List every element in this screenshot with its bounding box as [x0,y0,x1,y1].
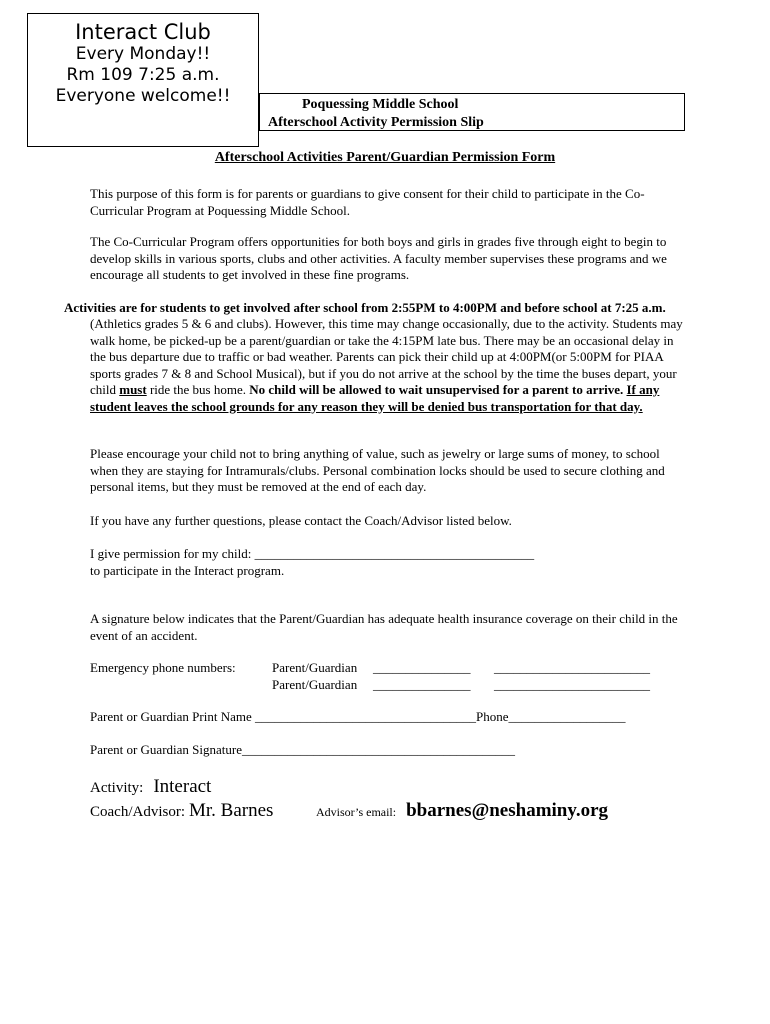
program-text: The Co-Curricular Program offers opportunities for both boys and girls in grades five through eight to begin to develop skills in various sports, clubs and other activities. A faculty member supervises these programs and we encourage all students to get involved in these fine programs. [90,234,667,282]
email-label: Advisor’s email: [316,805,397,819]
school-name: Poquessing Middle School [302,97,459,112]
activity-value: Interact [153,776,212,797]
club-room-time: Rm 109 7:25 a.m. [66,65,220,85]
club-title: Interact Club [75,20,211,44]
must-emphasis: must [119,382,147,397]
activities-body-text: (Athletics grades 5 & 6 and clubs). However, this time may change occasionally, due to the activity. Students may walk home, be picked-up be a parent/guardian or take the 4:15PM late bus. There may be an occasional delay in the bus departure due to traffic or bad weather. Parents can pick their child up at 4:00PM(or 5:00PM for PIAA sports grades 7 & 8 and School Musical), but if you do not arrive at the school by the time the buses depart, your child [90,316,683,397]
insurance-paragraph [90,611,690,644]
valuables-text: Please encourage your child not to bring anything of value, such as jewelry or large sums of money, to school when they are staying for Intramurals/clubs. Personal combination locks should be used to secure clothing and personal items, but they must be removed at the end of each day. [90,446,665,494]
permission-block [90,546,690,579]
club-schedule: Every Monday!! [75,44,211,64]
activities-paragraph [90,316,690,415]
coach-row [90,800,273,822]
club-welcome: Everyone welcome!! [55,86,231,106]
header-box [259,93,685,131]
emergency-label: Emergency phone numbers: [90,660,236,675]
email-row [316,800,608,822]
permission-program-line: to participate in the Interact program. [90,562,285,578]
activities-lead: Activities are for students to get involved after school from 2:55PM to 4:00PM and before school at 7:25 a.m. [64,300,666,315]
bold-warning: No child will be allowed to wait unsupervised for a parent to arrive. [249,382,624,397]
activity-row [90,776,211,798]
emergency-guardian-1: Parent/Guardian [272,660,358,675]
form-heading: Afterschool Activities Parent/Guardian Permission Form [214,150,556,165]
signature-field[interactable]: Parent or Guardian Signature__________________________________________ [90,742,515,757]
emergency-phone-1b[interactable]: ________________________ [494,660,650,675]
insurance-text: A signature below indicates that the Parent/Guardian has adequate health insurance coverage on their child in the event of an accident. [90,611,678,643]
print-name-field[interactable]: Parent or Guardian Print Name __________________________________Phone__________________ [90,709,626,724]
valuables-paragraph [90,446,690,496]
slip-title: Afterschool Activity Permission Slip [268,115,484,130]
questions-paragraph [90,513,690,530]
emergency-guardian-2: Parent/Guardian [272,677,358,692]
emergency-phone-1a[interactable]: _______________ [373,660,471,675]
questions-text: If you have any further questions, please contact the Coach/Advisor listed below. [90,513,512,528]
coach-value: Mr. Barnes [189,800,274,821]
purpose-paragraph [90,186,690,219]
club-info-box [27,13,259,147]
after-must-text: ride the bus home. [146,382,250,397]
emergency-phone-2b[interactable]: ________________________ [494,677,650,692]
underlined-warning: If any student leaves the school grounds for any reason they will be denied bus transportation for that day. [90,382,660,414]
permission-child-field[interactable]: I give permission for my child: ___________________________________________ [90,546,535,561]
purpose-text: This purpose of this form is for parents or guardians to give consent for their child to participate in the Co-Curricular Program at Poquessing Middle School. [90,186,645,218]
activities-body [90,316,690,415]
email-value[interactable]: bbarnes@neshaminy.org [406,800,609,821]
activity-label: Activity: [90,780,144,796]
emergency-phone-2a[interactable]: _______________ [373,677,471,692]
program-paragraph [90,234,690,284]
coach-label: Coach/Advisor: [90,804,185,820]
